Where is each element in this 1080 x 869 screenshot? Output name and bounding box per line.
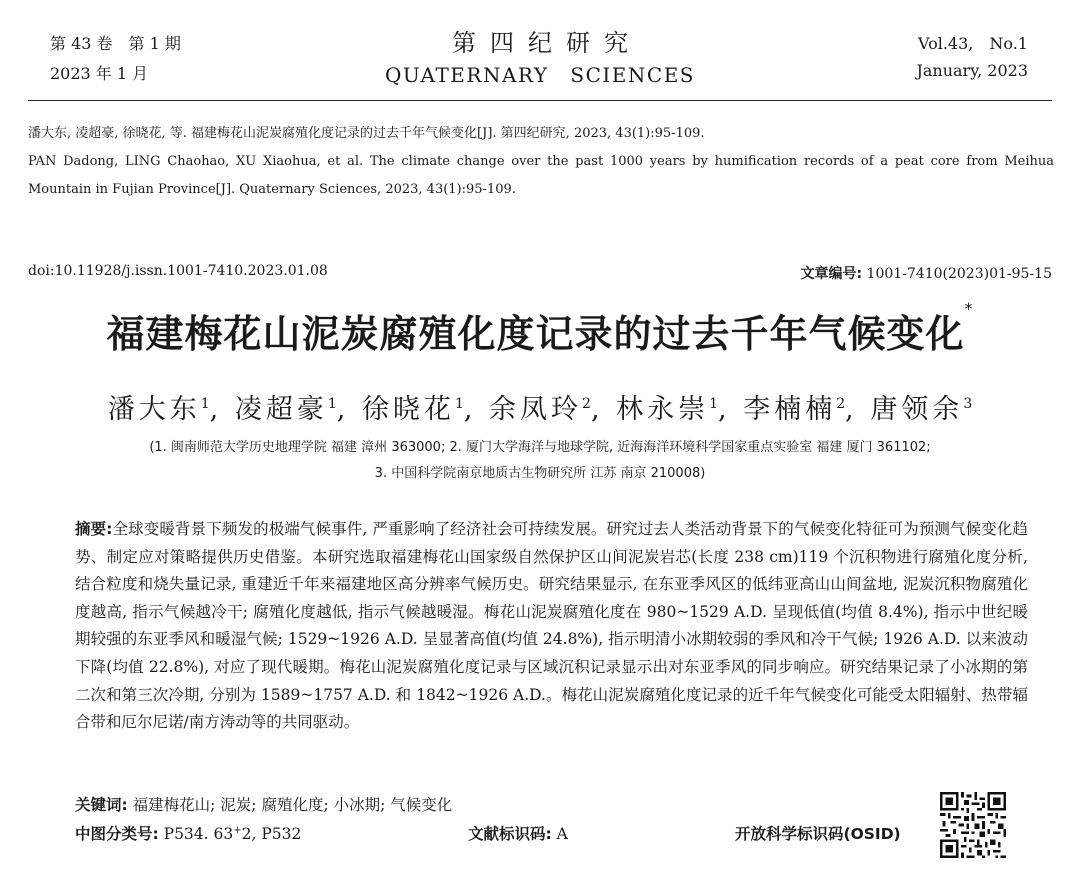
qr-code-icon[interactable]: [940, 792, 1006, 858]
author-separator: ,: [718, 394, 744, 425]
author: [108, 394, 210, 425]
author-name: 林永崇: [616, 394, 710, 425]
header-rule: [28, 100, 1052, 101]
author-name: 余凤玲: [489, 394, 583, 425]
author-separator: ,: [209, 394, 235, 425]
keywords-label: 关键词:: [75, 796, 128, 814]
affiliation-line-2: 3. 中国科学院南京地质古生物研究所 江苏 南京 210008): [374, 466, 706, 481]
date-cn: 2023 年 1 月: [50, 64, 149, 83]
author-affiliation-mark: 2: [582, 396, 591, 412]
journal-name-cn: 第四纪研究: [452, 29, 642, 57]
clc-value-sup: +: [233, 824, 242, 836]
document-code-value: A: [556, 825, 568, 843]
author: [489, 394, 591, 425]
article-number: [800, 263, 1052, 283]
volume-issue-cn: 第 43 卷 第 1 期: [50, 34, 181, 53]
article-number-value: 1001-7410(2023)01-95-15: [866, 266, 1052, 282]
author-affiliation-mark: 1: [200, 396, 210, 412]
author-separator: ,: [845, 394, 871, 425]
document-code-label: 文献标识码:: [468, 825, 552, 843]
author-affiliation-mark: 1: [327, 396, 337, 412]
author: [235, 394, 337, 425]
citation-cn: 潘大东, 凌超豪, 徐晓花, 等. 福建梅花山泥炭腐殖化度记录的过去千年气候变化[J]. 第四纪研究, 2023, 43(1):95-109.: [28, 126, 705, 141]
abstract-text: 全球变暖背景下频发的极端气候事件, 严重影响了经济社会可持续发展。研究过去人类活动背景下的气候变化特征可为预测气候变化趋势、制定应对策略提供历史借鉴。本研究选取福建梅花山国家级自然保护区山间泥炭岩芯(长度 238 cm)119 个沉积物进行腐殖化度分析, 结合粒度和烧失量记录, 重建近千年来福建地区高分辨率气候历史。研究结果显示, 在东亚季风区的低纬亚高山山间盆地, 泥炭沉积物腐殖化度越高, 指示气候越冷干; 腐殖化度越低, 指示气候越暖湿。梅花山泥炭腐殖化度在 980~1529 A.D. 呈现低值(均值 8.4%), 指示中世纪暖期较强的东亚季风和暖湿气候; 1529~1926 A.D. 呈显著高值(均值 24.8%), 指示明清小冰期较弱的季风和冷干气候; 1926 A.D. 以来波动下降(均值 22.8%), 对应了现代暖期。梅花山泥炭腐殖化度记录与区域沉积记录显示出对东亚季风的同步响应。研究结果记录了小冰期的第二次和第三次冷期, 分别为 1589~1757 A.D. 和 1842~1926 A.D.。梅花山泥炭腐殖化度记录的近千年气候变化可能受太阳辐射、热带辐合带和厄尔尼诺/南方涛动等的共同驱动。: [75, 520, 1029, 732]
document-code: [468, 822, 568, 844]
affiliation-line-1: (1. 闽南师范大学历史地理学院 福建 漳州 363000; 2. 厦门大学海洋与地球学院, 近海海洋环境科学国家重点实验室 福建 厦门 361102;: [149, 440, 931, 455]
title-footnote-mark: *: [964, 299, 974, 318]
author-separator: ,: [463, 394, 490, 425]
volume-issue-en: Vol.43, No.1: [918, 34, 1028, 53]
doi[interactable]: doi:10.11928/j.issn.1001-7410.2023.01.08: [28, 263, 328, 279]
author-name: 潘大东: [107, 394, 201, 425]
author-affiliation-mark: 1: [709, 396, 719, 412]
clc-value-rest: 2, P532: [241, 825, 302, 843]
clc-value-main: P534. 63: [163, 825, 234, 843]
author-affiliation-mark: 1: [454, 396, 464, 412]
author: [743, 394, 845, 425]
osid: [735, 822, 901, 844]
article-number-label: 文章编号:: [800, 266, 863, 282]
keywords-text: 福建梅花山; 泥炭; 腐殖化度; 小冰期; 气候变化: [132, 796, 453, 814]
osid-label: 开放科学标识码(OSID): [735, 825, 901, 843]
journal-name-en: QUATERNARY SCIENCES: [384, 63, 696, 87]
author-affiliation-mark: 3: [963, 396, 973, 412]
citation-en-line1: PAN Dadong, LING Chaohao, XU Xiaohua, et al. The climate change over the past 1000 years by humification records of a peat core from Meihua: [28, 154, 1054, 169]
date-en: January, 2023: [916, 61, 1028, 80]
paper-title-text: 福建梅花山泥炭腐殖化度记录的过去千年气候变化: [106, 312, 965, 356]
citation-en-line2: Mountain in Fujian Province[J]. Quaternary Sciences, 2023, 43(1):95-109.: [28, 182, 516, 197]
author-affiliation-mark: 2: [836, 396, 846, 412]
author-name: 徐晓花: [361, 394, 455, 425]
paper-title: [0, 299, 1080, 358]
keywords: [75, 793, 452, 815]
clc-label: 中图分类号:: [75, 825, 159, 843]
author-name: 李楠楠: [743, 394, 837, 425]
author-separator: ,: [336, 394, 362, 425]
author-separator: ,: [590, 394, 617, 425]
author: [616, 394, 718, 425]
abstract: [75, 516, 1028, 737]
clc-number: [75, 822, 301, 844]
author: [362, 394, 464, 425]
author: [870, 394, 972, 425]
author-list: [0, 387, 1080, 426]
abstract-label: 摘要:: [75, 520, 113, 538]
author-name: 唐领余: [870, 394, 964, 425]
author-name: 凌超豪: [234, 394, 328, 425]
clc-value: [164, 825, 302, 843]
